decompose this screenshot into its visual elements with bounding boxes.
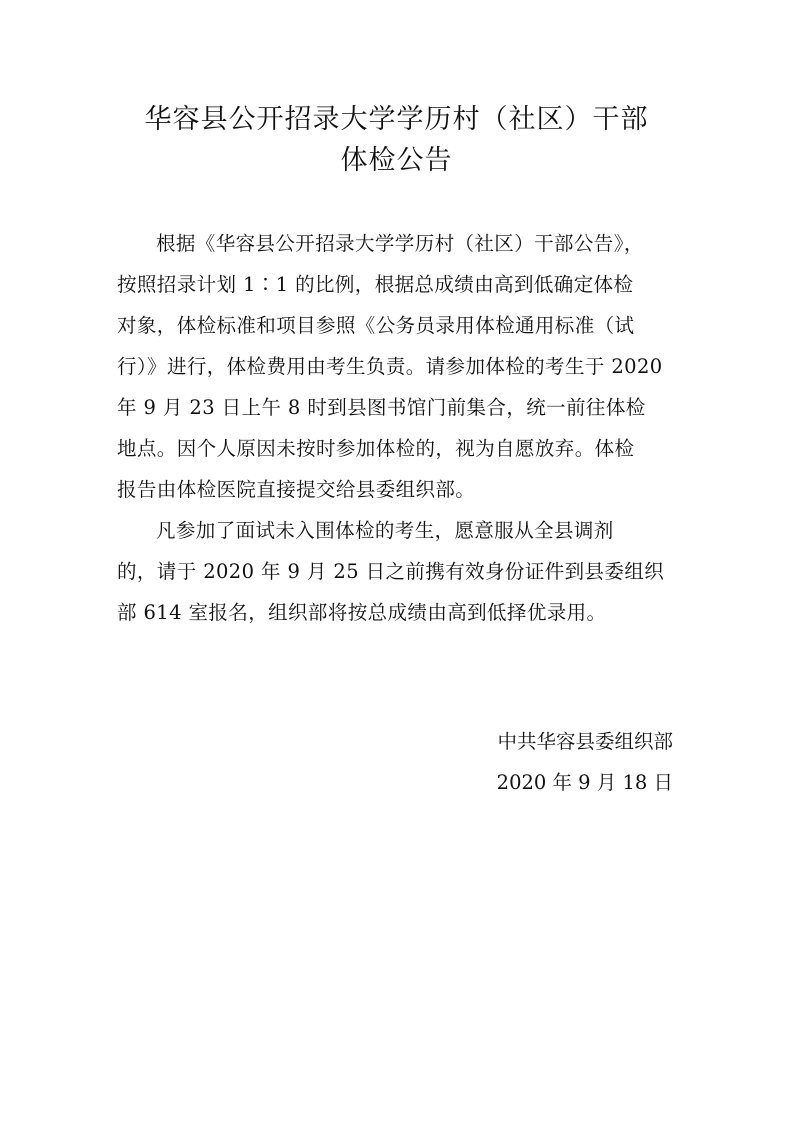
paragraph-1-line-2: 按照招录计划 1∶1 的比例，根据总成绩由高到低确定体检 — [117, 273, 634, 296]
paragraph-2-line-2: 的，请于 2020 年 9 月 25 日之前携有效身份证件到县委组织 — [117, 560, 665, 583]
paragraph-1-line-3: 对象，体检标准和项目参照《公务员录用体检通用标准（试 — [117, 314, 635, 337]
paragraph-1-line-1: 根据《华容县公开招录大学学历村（社区）干部公告》， — [156, 232, 644, 255]
paragraph-1-line-7: 报告由体检医院直接提交给县委组织部。 — [117, 478, 476, 501]
signature-date: 2020 年 9 月 18 日 — [496, 771, 673, 794]
paragraph-2-line-1: 凡参加了面试未入围体检的考生，愿意服从全县调剂 — [156, 519, 614, 542]
document-title-line-1: 华容县公开招录大学学历村（社区）干部 — [144, 104, 649, 135]
signature-organization: 中共华容县委组织部 — [497, 730, 673, 753]
paragraph-1-line-5: 年 9 月 23 日上午 8 时到县图书馆门前集合，统一前往体检 — [117, 396, 646, 419]
paragraph-2-line-3: 部 614 室报名，组织部将按总成绩由高到低择优录用。 — [117, 601, 607, 624]
document-title-line-2: 体检公告 — [340, 145, 453, 176]
paragraph-1-line-4: 行）》进行，体检费用由考生负责。请参加体检的考生于 2020 — [117, 355, 663, 378]
paragraph-1-line-6: 地点。因个人原因未按时参加体检的，视为自愿放弃。体检 — [117, 437, 635, 460]
